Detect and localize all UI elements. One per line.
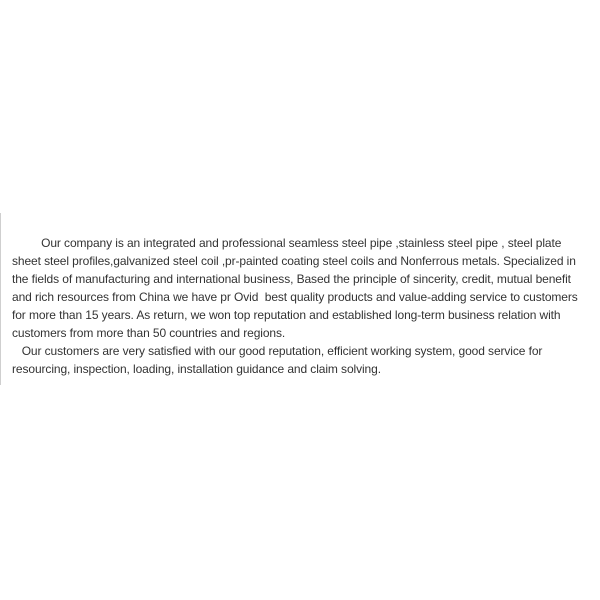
company-description [12,234,592,378]
description-line-1: Our company is an integrated and professional seamless steel pipe ,stainless steel pipe , steel plate [12,236,562,250]
description-line-3: the fields of manufacturing and international business, Based the principle of sincerity, credit, mutual benefit [12,272,571,286]
description-line-4: and rich resources from China we have pr Ovid best quality products and value-adding service to customers [12,290,578,304]
description-line-5: for more than 15 years. As return, we won top reputation and established long-term business relation with [12,308,561,322]
description-line-6: customers from more than 50 countries and regions. [12,326,286,340]
description-line-2: sheet steel profiles,galvanized steel coil ,pr-painted coating steel coils and Nonferrous metals. Specialized in [12,254,576,268]
description-line-8: resourcing, inspection, loading, installation guidance and claim solving. [12,362,381,376]
description-line-7: Our customers are very satisfied with our good reputation, efficient working system, good service for [12,344,543,358]
left-border-rule [0,213,1,385]
